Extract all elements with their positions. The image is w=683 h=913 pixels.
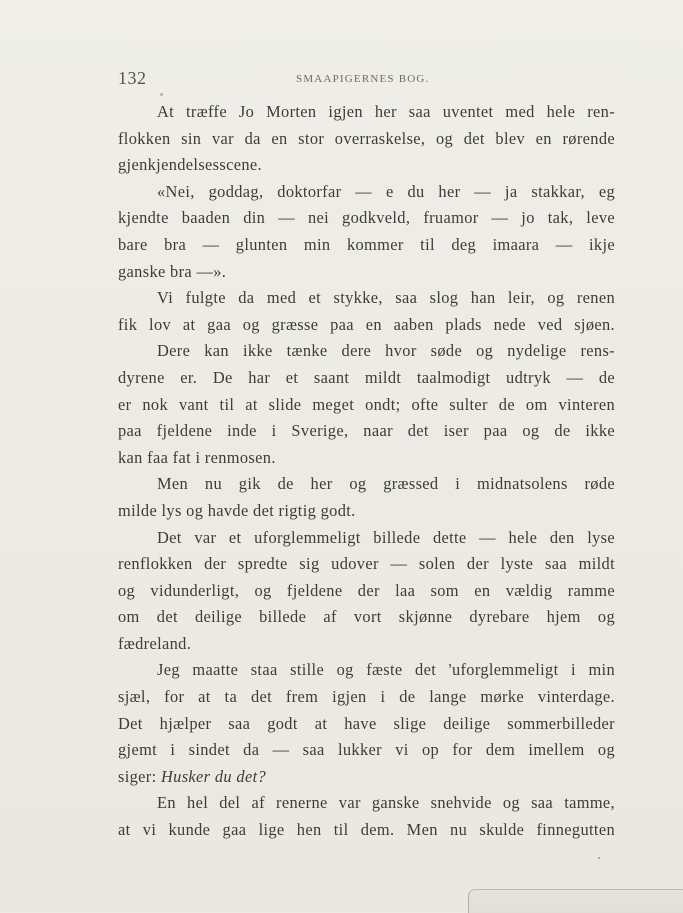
text-line: at vi kunde gaa lige hen til dem. Men nu skulde finnegutten bbox=[118, 820, 615, 840]
text-line: fædreland. bbox=[118, 633, 192, 653]
text-line-with-italic bbox=[118, 764, 615, 791]
text-line: gjemt i sindet da — saa lukker vi op for dem imellem og bbox=[118, 740, 615, 760]
text-line: og vidunderligt, og fjeldene der laa som en vældig ramme bbox=[118, 580, 615, 600]
text-line: At træffe Jo Morten igjen her saa uventet med hele ren- bbox=[157, 102, 615, 121]
text-line: om det deilige billede af vort skjønne dyrebare hjem og bbox=[118, 607, 615, 627]
text-line: sjæl, for at ta det frem igjen i de lange mørke vinterdage. bbox=[118, 687, 615, 707]
text-line: paa fjeldene inde i Sverige, naar det iser paa og de ikke bbox=[118, 421, 615, 441]
text-line: Det hjælper saa godt at have slige deilige sommerbilleder bbox=[118, 713, 615, 733]
text-line: dyrene er. De har et saant mildt taalmodigt udtryk — de bbox=[118, 367, 615, 387]
text-line: siger: bbox=[118, 766, 157, 786]
text-line: En hel del af renerne var ganske snehvide og saa tamme, bbox=[157, 793, 615, 813]
text-line: Jeg maatte staa stille og fæste det 'uforglemmeligt i min bbox=[157, 660, 615, 680]
text-line: fik lov at gaa og græsse paa en aaben plads nede ved sjøen. bbox=[118, 314, 615, 334]
text-line: Dere kan ikke tænke dere hvor søde og nydelige rens- bbox=[157, 341, 615, 361]
text-line: flokken sin var da en stor overraskelse, og det blev en rørende bbox=[118, 128, 615, 148]
italic-phrase: Husker du det? bbox=[160, 766, 267, 786]
text-line: bare bra — glunten min kommer til deg imaara — ikje bbox=[118, 234, 615, 254]
text-line: er nok vant til at slide meget ondt; ofte sulter de om vinteren bbox=[118, 394, 615, 414]
body-text bbox=[118, 99, 615, 844]
scan-page-edge bbox=[468, 889, 683, 913]
page-number: 132 bbox=[118, 68, 147, 88]
text-line: ganske bra —». bbox=[118, 261, 227, 281]
print-speck bbox=[598, 857, 600, 859]
page-header bbox=[118, 68, 618, 88]
text-line: Vi fulgte da med et stykke, saa slog han leir, og renen bbox=[157, 288, 615, 308]
text-line: kjendte baaden din — nei godkveld, fruamor — jo tak, leve bbox=[118, 208, 615, 228]
print-speck bbox=[160, 93, 163, 96]
text-line: kan faa fat i renmosen. bbox=[118, 447, 276, 467]
text-line: Men nu gik de her og græssed i midnatsolens røde bbox=[157, 474, 615, 494]
text-line: «Nei, goddag, doktorfar — e du her — ja stakkar, eg bbox=[157, 181, 615, 201]
text-line: Det var et uforglemmeligt billede dette — hele den lyse bbox=[157, 527, 615, 547]
running-title: SMAAPIGERNES BOG. bbox=[296, 73, 430, 85]
text-line: gjenkjendelsesscene. bbox=[118, 155, 262, 175]
text-line: renflokken der spredte sig udover — solen der lyste saa mildt bbox=[118, 554, 615, 574]
text-line: milde lys og havde det rigtig godt. bbox=[118, 500, 356, 520]
